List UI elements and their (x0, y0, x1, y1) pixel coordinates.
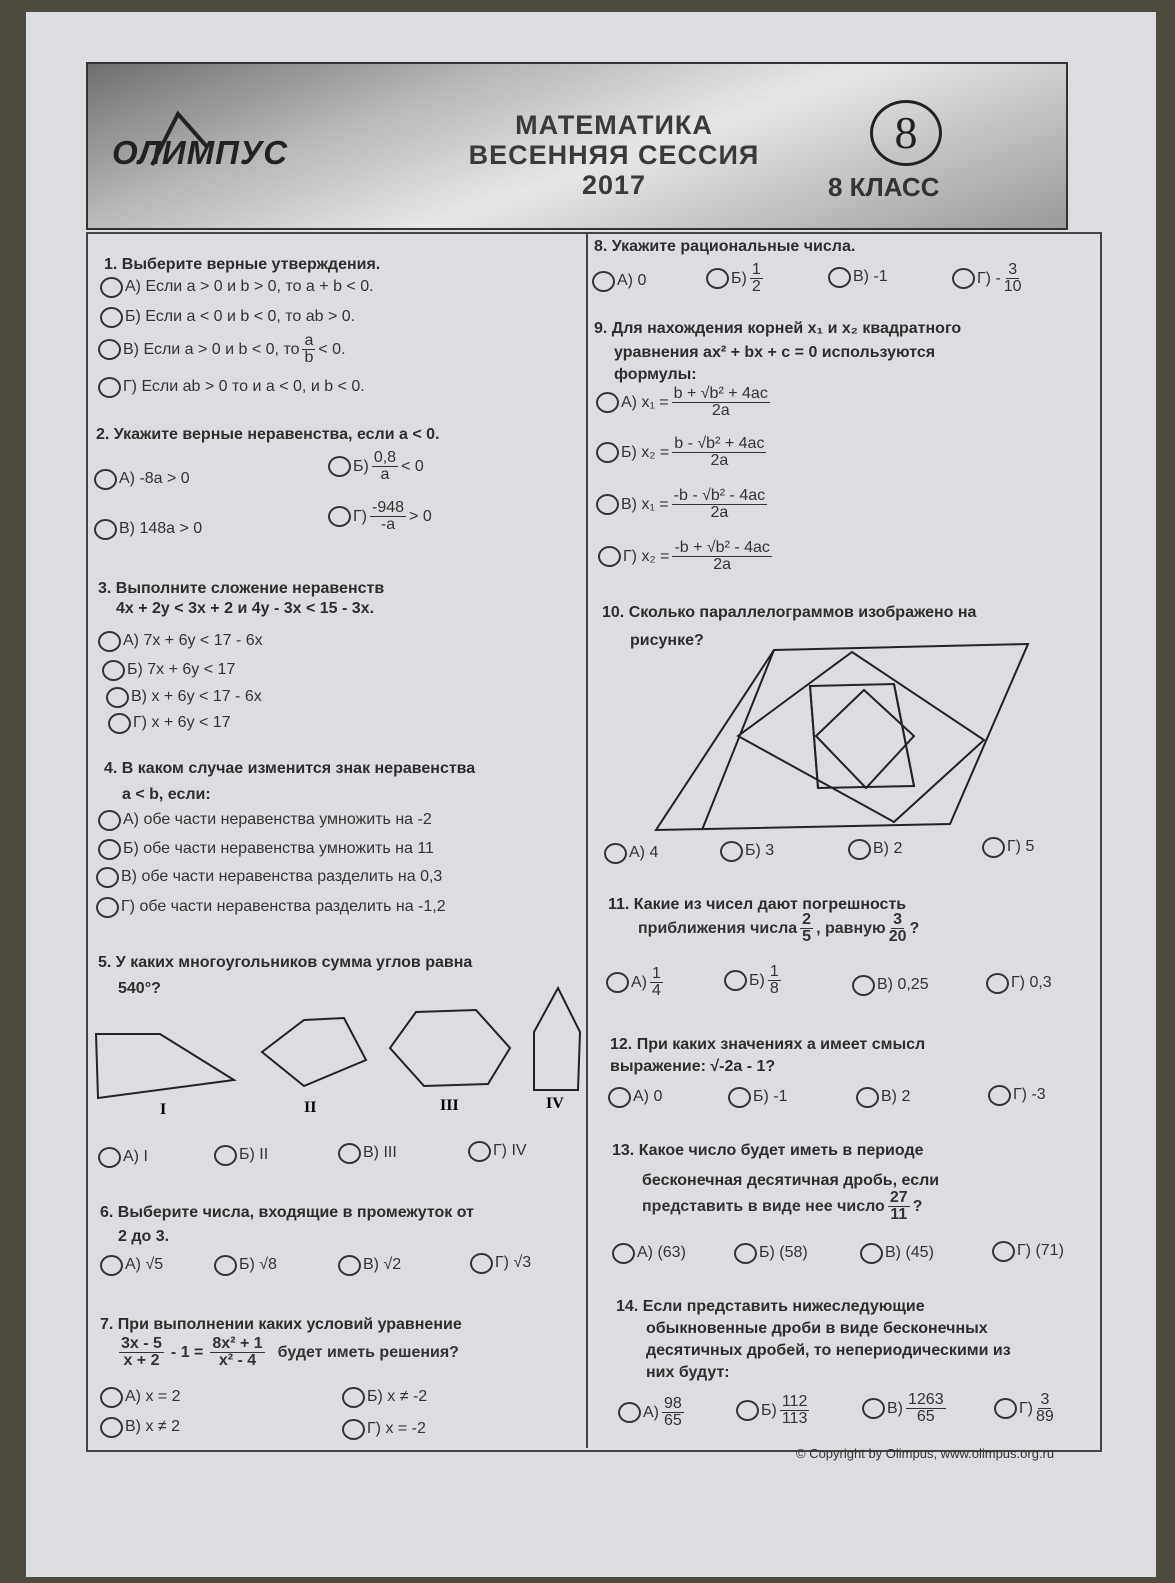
q14-title-line4: них будут: (646, 1364, 730, 1381)
q4-expression: a < b, если: (122, 786, 211, 803)
polygon-iv (534, 988, 580, 1090)
copyright: © Copyright by Olimpus, www.olimpus.org.ru (796, 1446, 1055, 1461)
q3-expression: 4x + 2y < 3x + 2 и 4y - 3x < 15 - 3x. (116, 600, 375, 617)
polygon-ii (262, 1018, 366, 1086)
q10-option-c[interactable]: В) 2 (848, 838, 902, 860)
radio-icon[interactable] (328, 506, 351, 527)
q6-title-continued: 2 до 3. (118, 1228, 170, 1245)
q9-option-d[interactable]: Г) x₂ = $\frac{\text{-b + √b² - 4ac}}{2a}$ (598, 540, 775, 573)
polygon-label-iv: IV (546, 1095, 564, 1112)
fraction: $\frac{\text{b + √b² + 4ac}}{2a}$ (673, 385, 768, 419)
q9-option-a[interactable]: А) x₁ = $\frac{\text{b + √b² + 4ac}}{2a}$ (596, 386, 773, 419)
logo-text: ОЛИМПУС (112, 134, 289, 171)
q1-title: 1. Выберите верные утверждения. (104, 256, 381, 273)
q12-option-b[interactable]: Б) -1 (728, 1086, 788, 1108)
column-divider (586, 232, 588, 1448)
q6-option-b[interactable]: Б) √8 (214, 1254, 277, 1276)
radio-icon[interactable] (994, 1398, 1017, 1419)
q11-option-a[interactable]: А) 1 4 (606, 966, 666, 999)
q2-option-b[interactable]: Б) 0,8 a < 0 (328, 450, 424, 483)
radio-icon[interactable] (986, 973, 1009, 994)
radio-icon[interactable] (618, 1402, 641, 1423)
radio-icon[interactable] (342, 1419, 365, 1440)
radio-icon[interactable] (608, 1087, 631, 1108)
grade-badge: 8 (870, 100, 942, 166)
q6-option-a[interactable]: А) √5 (100, 1254, 163, 1276)
radio-icon[interactable] (856, 1087, 879, 1108)
q3-title: 3. Выполните сложение неравенств (98, 580, 385, 597)
radio-icon[interactable] (982, 837, 1005, 858)
radio-icon[interactable] (728, 1087, 751, 1108)
q12-title-line2: выражение: √-2a - 1? (610, 1058, 776, 1075)
q8-option-c[interactable]: В) -1 (828, 266, 888, 288)
fraction: 1 8 (769, 963, 779, 997)
q13-option-c[interactable]: В) (45) (860, 1242, 934, 1264)
q5-option-c[interactable]: В) III (338, 1142, 397, 1164)
radio-icon[interactable] (338, 1143, 361, 1164)
q11-option-c[interactable]: В) 0,25 (852, 974, 929, 996)
radio-icon[interactable] (102, 660, 125, 681)
q3-option-a[interactable]: А) 7x + 6y < 17 - 6x (98, 630, 263, 652)
radio-icon[interactable] (108, 713, 131, 734)
q12-option-c[interactable]: В) 2 (856, 1086, 910, 1108)
radio-icon[interactable] (214, 1255, 237, 1276)
q13-option-d[interactable]: Г) (71) (992, 1240, 1064, 1262)
radio-icon[interactable] (592, 271, 615, 292)
q13-title-line2: бесконечная десятичная дробь, если (642, 1172, 940, 1189)
radio-icon[interactable] (596, 494, 619, 515)
q7-option-d[interactable]: Г) x = -2 (342, 1418, 426, 1440)
q12-option-d[interactable]: Г) -3 (988, 1084, 1046, 1106)
fraction: 3x - 5 x + 2 (121, 1335, 162, 1369)
q5-option-b[interactable]: Б) II (214, 1144, 268, 1166)
q10-option-a[interactable]: А) 4 (604, 842, 658, 864)
q10-option-d[interactable]: Г) 5 (982, 836, 1034, 858)
q10-option-b[interactable]: Б) 3 (720, 840, 774, 862)
q6-option-c[interactable]: В) √2 (338, 1254, 401, 1276)
q1-option-d[interactable]: Г) Если ab > 0 то и a < 0, и b < 0. (98, 376, 365, 398)
q14-title: 14. Если представить нижеследующие (616, 1298, 925, 1315)
q9-title-line2: уравнения ax² + bx + c = 0 используются (614, 344, 936, 361)
fraction: $\frac{\text{-b + √b² - 4ac}}{2a}$ (674, 539, 770, 573)
q8-option-b[interactable]: Б) 1 2 (706, 262, 766, 295)
radio-icon[interactable] (706, 268, 729, 289)
fraction: 27 11 (889, 1189, 908, 1223)
q5-option-d[interactable]: Г) IV (468, 1140, 527, 1162)
q5-title: 5. У каких многоугольников сумма углов равна (98, 954, 473, 971)
radio-icon[interactable] (98, 377, 121, 398)
q12-title: 12. При каких значениях a имеет смысл (610, 1036, 926, 1053)
q11-title: 11. Какие из чисел дают погрешность (608, 896, 907, 913)
radio-icon[interactable] (98, 339, 121, 360)
radio-icon[interactable] (106, 687, 129, 708)
radio-icon[interactable] (862, 1398, 885, 1419)
radio-icon[interactable] (720, 841, 743, 862)
q11-option-d[interactable]: Г) 0,3 (986, 972, 1052, 994)
q7-option-c[interactable]: В) x ≠ 2 (100, 1416, 180, 1438)
q13-option-a[interactable]: А) (63) (612, 1242, 686, 1264)
polygon-i (96, 1034, 234, 1098)
q7-title: 7. При выполнении каких условий уравнение (100, 1316, 462, 1333)
radio-icon[interactable] (596, 442, 619, 463)
radio-icon[interactable] (338, 1255, 361, 1276)
q10-title: 10. Сколько параллелограммов изображено на (602, 604, 977, 621)
radio-icon[interactable] (100, 1387, 123, 1408)
radio-icon[interactable] (98, 810, 121, 831)
radio-icon[interactable] (214, 1145, 237, 1166)
fraction: 3 89 (1036, 1391, 1054, 1425)
q13-title: 13. Какое число будет иметь в периоде (612, 1142, 924, 1159)
polygon-iii (390, 1010, 510, 1086)
q10-title-line2: рисунке? (630, 632, 704, 649)
fraction: 1 2 (751, 261, 761, 295)
q11-title-line2: приближения числа 2 5 , равную 3 20 ? (638, 911, 920, 945)
q2-option-a[interactable]: А) -8a > 0 (94, 468, 190, 490)
q5-title-continued: 540°? (118, 980, 161, 997)
q8-option-a[interactable]: А) 0 (592, 270, 646, 292)
polygon-label-ii: II (304, 1099, 317, 1116)
radio-icon[interactable] (988, 1085, 1011, 1106)
polygon-label-iii: III (440, 1097, 459, 1114)
q9-title: 9. Для нахождения корней x₁ и x₂ квадратного (594, 320, 962, 337)
radio-icon[interactable] (604, 843, 627, 864)
q2-option-c[interactable]: В) 148a > 0 (94, 518, 202, 540)
radio-icon[interactable] (952, 268, 975, 289)
q13-title-line3: представить в виде нее число 27 11 ? (642, 1189, 923, 1223)
q14-title-line2: обыкновенные дроби в виде бесконечных (646, 1320, 988, 1337)
radio-icon[interactable] (100, 1255, 123, 1276)
parallelogram-figure (650, 640, 1040, 840)
q4-title: 4. В каком случае изменится знак неравенства (104, 760, 476, 777)
q8-option-d[interactable]: Г) - 3 10 (952, 262, 1025, 295)
q1-option-b[interactable]: Б) Если a < 0 и b < 0, то ab > 0. (100, 306, 355, 328)
radio-icon[interactable] (852, 975, 875, 996)
q1-option-c[interactable]: В) Если a > 0 и b < 0, то a b < 0. (98, 333, 346, 366)
radio-icon[interactable] (848, 839, 871, 860)
q3-option-b[interactable]: Б) 7x + 6y < 17 (102, 659, 235, 681)
year-title: 2017 (581, 170, 647, 200)
fraction: 3 10 (1003, 261, 1022, 295)
q7-equation: 3x - 5 x + 2 - 1 = $\frac{\text{8x² + 1}}{\text{x² - 4}}$ будет иметь решения? (121, 1335, 459, 1369)
fraction: 1 4 (652, 965, 661, 999)
q14-option-a[interactable]: А) 98 65 (618, 1396, 687, 1429)
radio-icon[interactable] (328, 456, 351, 477)
fraction: -948 -a (372, 499, 405, 533)
fraction: a b (304, 332, 314, 366)
q3-option-d[interactable]: Г) x + 6y < 17 (108, 712, 231, 734)
q5-option-a[interactable]: А) I (98, 1146, 148, 1168)
q7-option-b[interactable]: Б) x ≠ -2 (342, 1386, 427, 1408)
grade-label: 8 КЛАСС (828, 172, 940, 202)
q9-option-b[interactable]: Б) x₂ = $\frac{\text{b - √b² + 4ac}}{2a}$ (596, 436, 769, 469)
q14-option-d[interactable]: Г) 3 89 (994, 1392, 1057, 1425)
radio-icon[interactable] (596, 392, 619, 413)
radio-icon[interactable] (96, 867, 119, 888)
q4-option-b[interactable]: Б) обе части неравенства умножить на 11 (98, 838, 434, 860)
q1-option-a[interactable]: А) Если a > 0 и b > 0, то a + b < 0. (100, 276, 374, 298)
q4-option-c[interactable]: В) обе части неравенства разделить на 0,3 (96, 866, 442, 888)
fraction: $\frac{\text{b - √b² + 4ac}}{2a}$ (674, 435, 765, 469)
radio-icon[interactable] (724, 970, 747, 991)
radio-icon[interactable] (734, 1243, 757, 1264)
q2-option-d[interactable]: Г) -948 -a > 0 (328, 500, 432, 533)
radio-icon[interactable] (98, 839, 121, 860)
q9-option-c[interactable]: В) x₁ = $\frac{\text{-b - √b² - 4ac}}{2a}$ (596, 488, 770, 521)
polygons-figure (90, 984, 590, 1124)
radio-icon[interactable] (94, 519, 117, 540)
radio-icon[interactable] (470, 1253, 493, 1274)
q12-option-a[interactable]: А) 0 (608, 1086, 662, 1108)
q14-title-line3: десятичных дробей, то непериодическими из (646, 1342, 1011, 1359)
polygon-label-i: I (160, 1101, 167, 1118)
radio-icon[interactable] (100, 307, 123, 328)
radio-icon[interactable] (860, 1243, 883, 1264)
q14-option-c[interactable]: В) 1263 65 (862, 1392, 949, 1425)
q4-option-d[interactable]: Г) обе части неравенства разделить на -1,2 (96, 896, 446, 918)
radio-icon[interactable] (468, 1141, 491, 1162)
fraction: $\frac{\text{-b - √b² - 4ac}}{2a}$ (673, 487, 766, 521)
q3-option-c[interactable]: В) x + 6y < 17 - 6x (106, 686, 262, 708)
radio-icon[interactable] (598, 546, 621, 567)
radio-icon[interactable] (828, 267, 851, 288)
radio-icon[interactable] (98, 1147, 121, 1168)
fraction: 3 20 (888, 911, 907, 945)
q9-title-line3: формулы: (614, 366, 697, 383)
q14-option-b[interactable]: Б) 112 113 (736, 1394, 812, 1427)
q8-title: 8. Укажите рациональные числа. (594, 238, 856, 255)
radio-icon[interactable] (100, 277, 123, 298)
fraction: 1263 65 (908, 1391, 944, 1425)
q4-option-a[interactable]: А) обе части неравенства умножить на -2 (98, 809, 432, 831)
q6-title: 6. Выберите числа, входящие в промежуток от (100, 1204, 474, 1221)
session-title: ВЕСЕННЯЯ СЕССИЯ (468, 140, 760, 170)
radio-icon[interactable] (736, 1400, 759, 1421)
q7-option-a[interactable]: А) x = 2 (100, 1386, 181, 1408)
radio-icon[interactable] (94, 469, 117, 490)
radio-icon[interactable] (100, 1417, 123, 1438)
fraction: $\frac{\text{8x² + 1}}{\text{x² - 4}}$ (212, 1335, 263, 1369)
fraction: 98 65 (664, 1395, 682, 1429)
radio-icon[interactable] (606, 972, 629, 993)
radio-icon[interactable] (96, 897, 119, 918)
radio-icon[interactable] (612, 1243, 635, 1264)
fraction: 112 113 (781, 1393, 808, 1427)
fraction: 0,8 a (373, 449, 397, 483)
radio-icon[interactable] (98, 631, 121, 652)
fraction: 2 5 (802, 911, 812, 945)
subject-title: МАТЕМАТИКА (515, 110, 713, 140)
radio-icon[interactable] (342, 1387, 365, 1408)
q13-option-b[interactable]: Б) (58) (734, 1242, 808, 1264)
radio-icon[interactable] (992, 1241, 1015, 1262)
q6-option-d[interactable]: Г) √3 (470, 1252, 531, 1274)
q2-title: 2. Укажите верные неравенства, если a < 0. (96, 426, 440, 443)
q11-option-b[interactable]: Б) 1 8 (724, 964, 784, 997)
